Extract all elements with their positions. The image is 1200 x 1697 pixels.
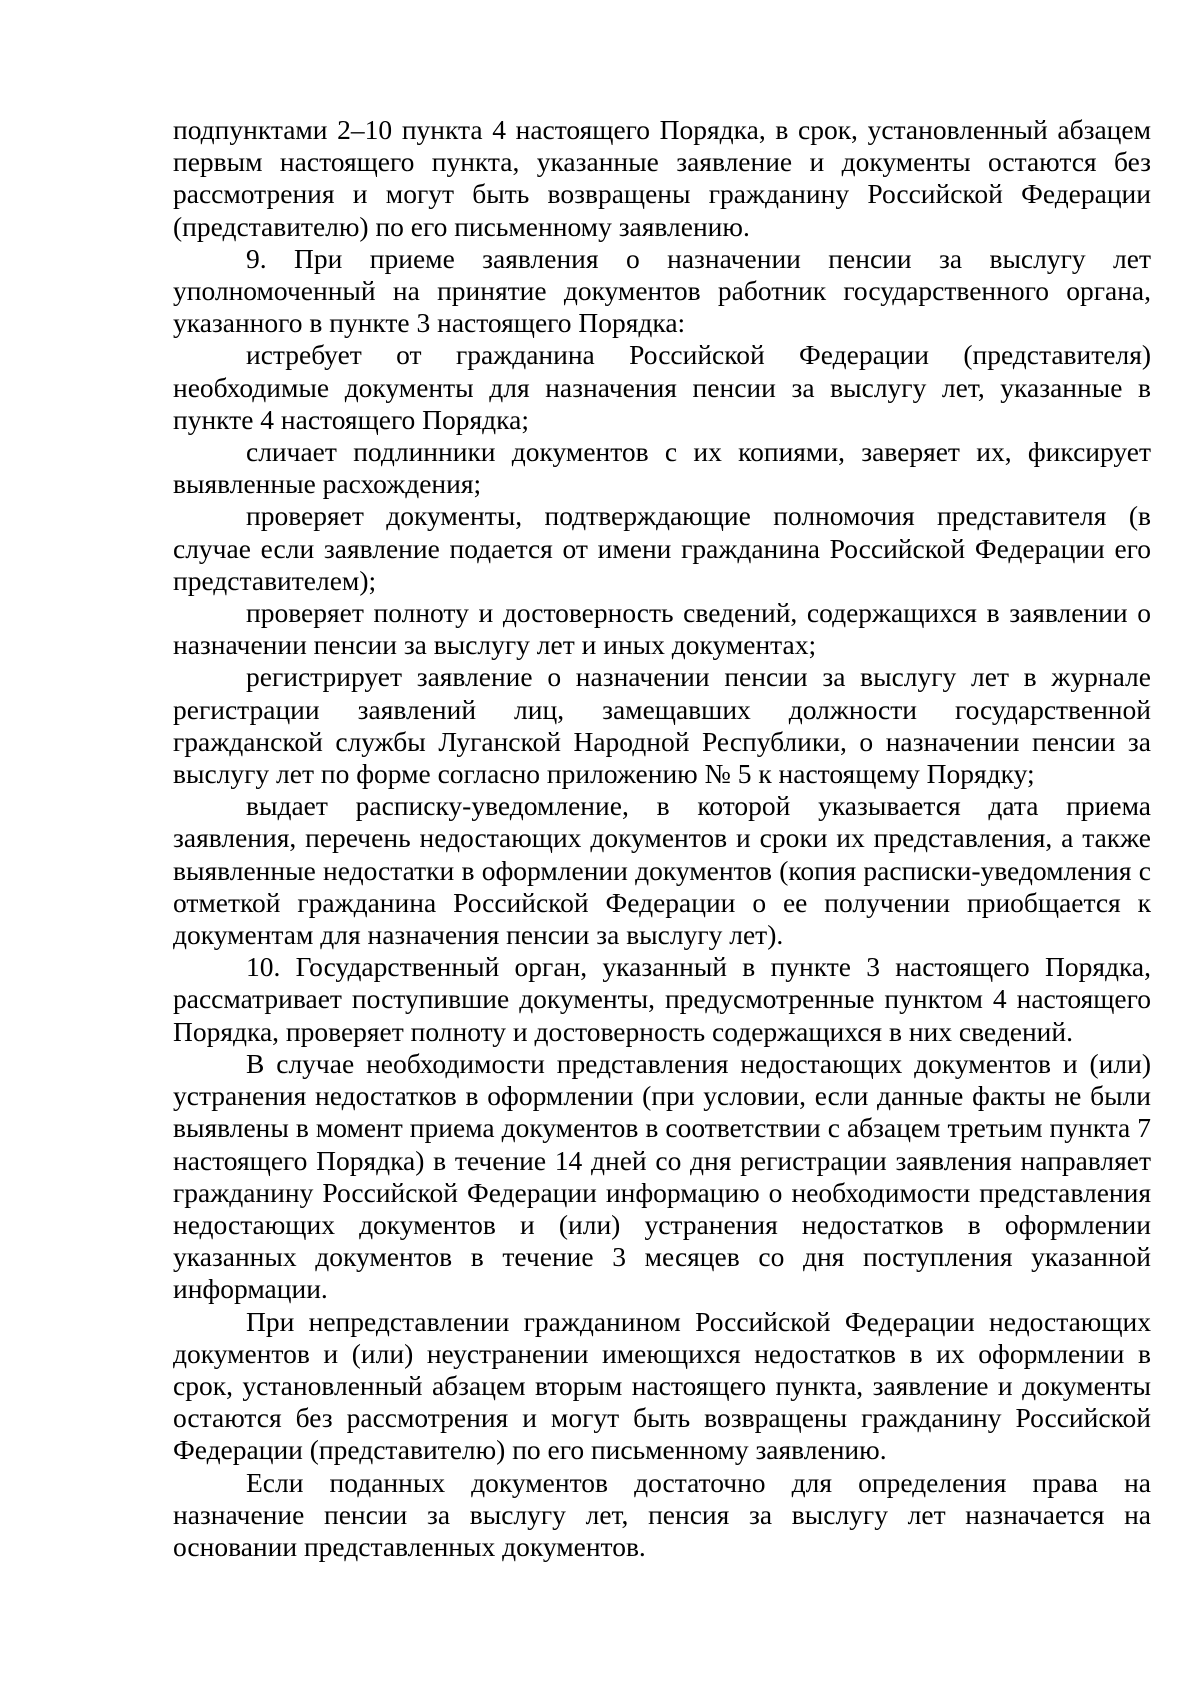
paragraph-non-submission: При непредставлении гражданином Российской Федерации недостающих документов и (или) неустранении имеющихся недостатков в их оформлении в срок, установленный абзацем вторым настоящего пункта, заявление и документы остаются без рассмотрения и могут быть возвращены гражданину Российской Федерации (представителю) по его письменному заявлению. (173, 1305, 1151, 1466)
paragraph-checks-completeness: проверяет полноту и достоверность сведений, содержащихся в заявлении о назначении пенсии за выслугу лет и иных документах; (173, 597, 1151, 661)
paragraph-continuation: подпунктами 2–10 пункта 4 настоящего Порядка, в срок, установленный абзацем первым настоящего пункта, указанные заявление и документы остаются без рассмотрения и могут быть возвращены гражданину Российской Федерации (представителю) по его письменному заявлению. (173, 114, 1151, 242)
paragraph-sufficient-documents: Если поданных документов достаточно для определения права на назначение пенсии за выслугу лет, пенсия за выслугу лет назначается на основании представленных документов. (173, 1466, 1151, 1562)
paragraph-issues-receipt: выдает расписку-уведомление, в которой указывается дата приема заявления, перечень недостающих документов и сроки их представления, а также выявленные недостатки в оформлении документов (копия расписки-уведомления с отметкой гражданина Российской Федерации о ее получении приобщается к документам для назначения пенсии за выслугу лет). (173, 790, 1151, 951)
paragraph-requests-documents: истребует от гражданина Российской Федерации (представителя) необходимые документы для назначения пенсии за выслугу лет, указанные в пункте 4 настоящего Порядка; (173, 339, 1151, 435)
paragraph-compares-originals: сличает подлинники документов с их копиями, заверяет их, фиксирует выявленные расхождения; (173, 436, 1151, 500)
paragraph-missing-documents: В случае необходимости представления недостающих документов и (или) устранения недостатков в оформлении (при условии, если данные факты не были выявлены в момент приема документов в соответствии с абзацем третьим пункта 7 настоящего Порядка) в течение 14 дней со дня регистрации заявления направляет гражданину Российской Федерации информацию о необходимости представления недостающих документов и (или) устранения недостатков в оформлении указанных документов в течение 3 месяцев со дня поступления указанной информации. (173, 1047, 1151, 1305)
document-page (173, 114, 1151, 1563)
paragraph-item-10: 10. Государственный орган, указанный в пункте 3 настоящего Порядка, рассматривает поступившие документы, предусмотренные пунктом 4 настоящего Порядка, проверяет полноту и достоверность содержащихся в них сведений. (173, 951, 1151, 1047)
paragraph-registers-application: регистрирует заявление о назначении пенсии за выслугу лет в журнале регистрации заявлений лиц, замещавших должности государственной гражданской службы Луганской Народной Республики, о назначении пенсии за выслугу лет по форме согласно приложению № 5 к настоящему Порядку; (173, 661, 1151, 790)
paragraph-item-9: 9. При приеме заявления о назначении пенсии за выслугу лет уполномоченный на принятие документов работник государственного органа, указанного в пункте 3 настоящего Порядка: (173, 242, 1151, 339)
paragraph-checks-authority: проверяет документы, подтверждающие полномочия представителя (в случае если заявление подается от имени гражданина Российской Федерации его представителем); (173, 500, 1151, 596)
